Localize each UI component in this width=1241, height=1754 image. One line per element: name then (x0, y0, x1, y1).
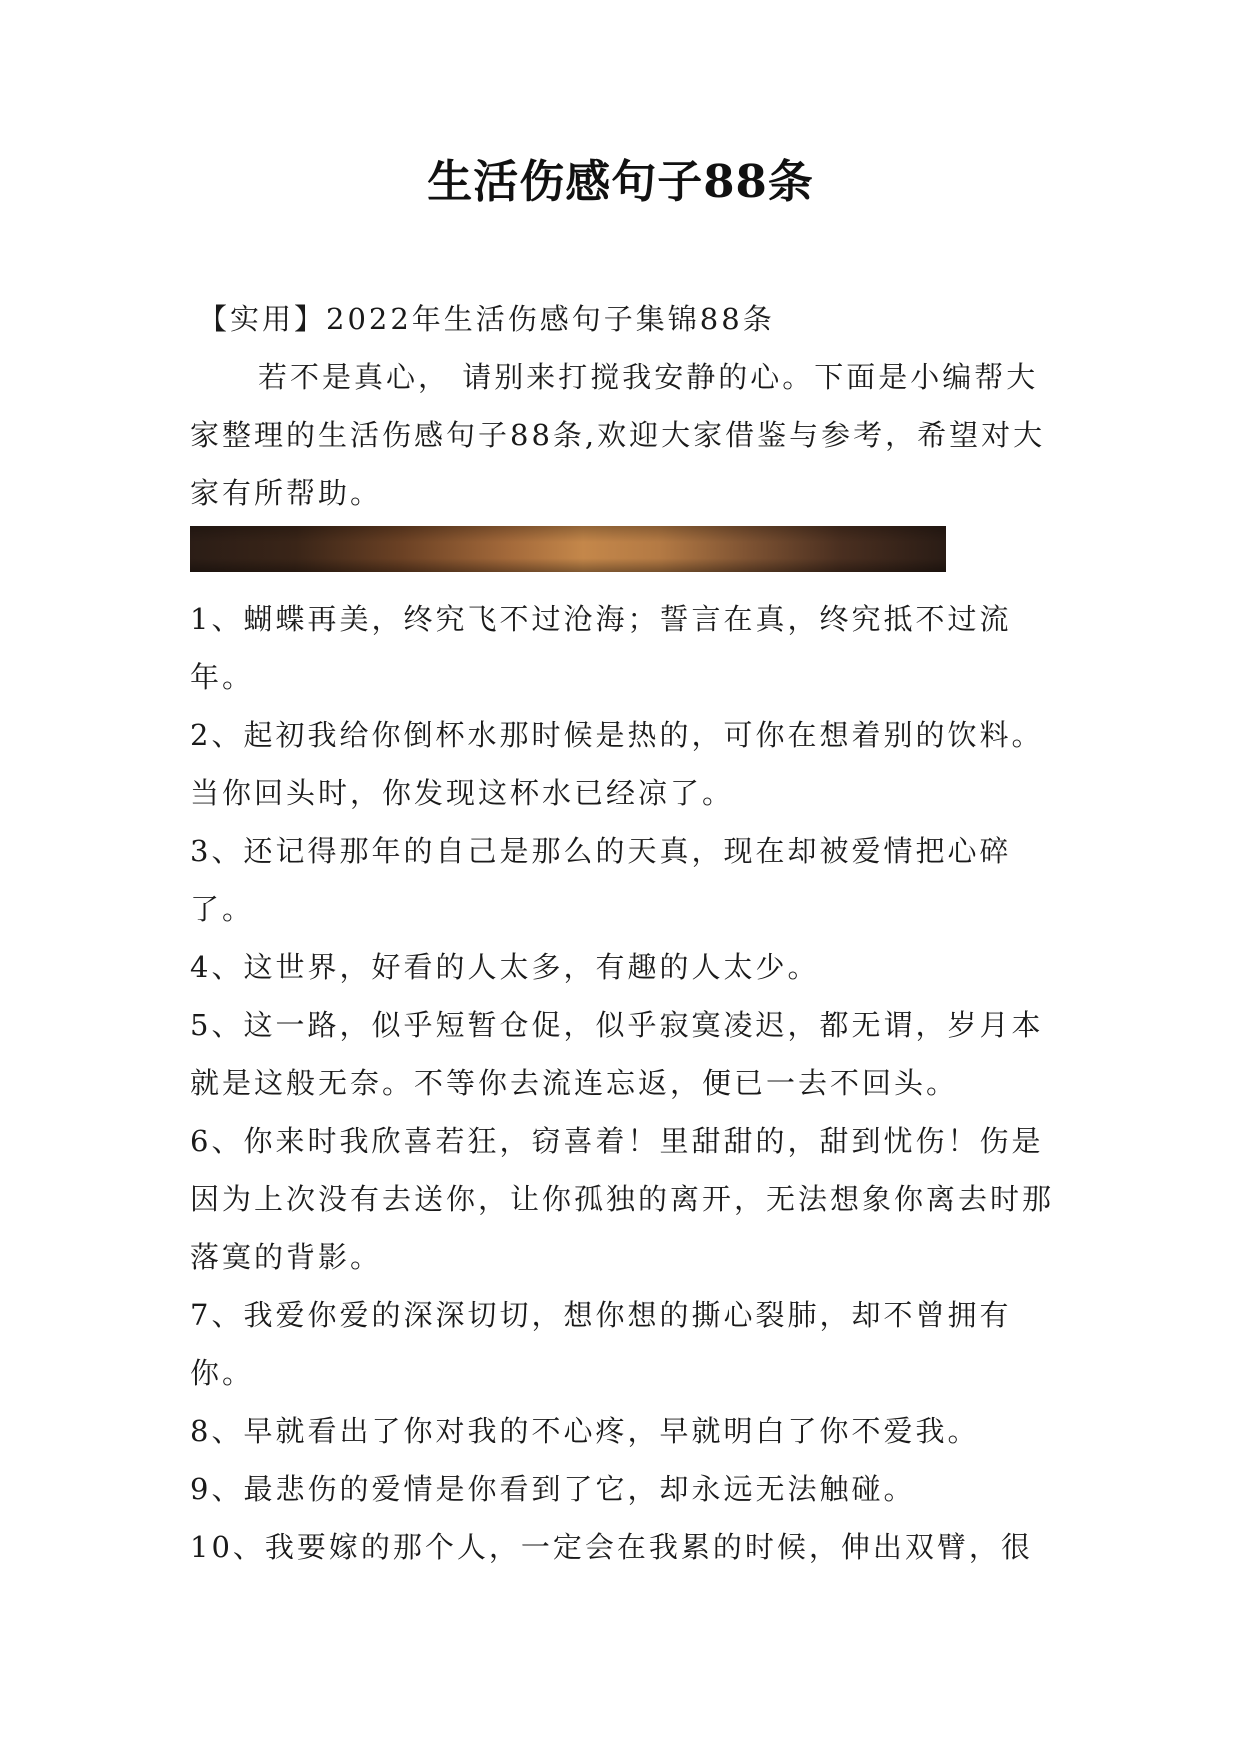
list-item: 9、最悲伤的爱情是你看到了它，却永远无法触碰。 (190, 1472, 916, 1506)
list-item: 4、这世界，好看的人太多，有趣的人太少。 (190, 950, 820, 984)
document-body (190, 290, 1070, 1576)
list-item: 10、我要嫁的那个人，一定会在我累的时候，伸出双臂，很 (190, 1530, 1033, 1564)
list-item: 6、你来时我欣喜若狂，窃喜着！里甜甜的，甜到忧伤！伤是因为上次没有去送你，让你孤独的离开，无法想象你离去时那落寞的背影。 (190, 1124, 1055, 1274)
list-item: 2、起初我给你倒杯水那时候是热的，可你在想着别的饮料。当你回头时，你发现这杯水已经凉了。 (190, 718, 1044, 810)
list-item: 7、我爱你爱的深深切切，想你想的撕心裂肺，却不曾拥有你。 (190, 1298, 1012, 1390)
list-item: 8、早就看出了你对我的不心疼，早就明白了你不爱我。 (190, 1414, 980, 1448)
list-item: 1、蝴蝶再美，终究飞不过沧海；誓言在真，终究抵不过流年。 (190, 602, 1012, 694)
list-item: 5、这一路，似乎短暂仓促，似乎寂寞凌迟，都无谓，岁月本就是这般无奈。不等你去流连忘返，便已一去不回头。 (190, 1008, 1044, 1100)
list-item: 3、还记得那年的自己是那么的天真，现在却被爱情把心碎了。 (190, 834, 1012, 926)
document-subtitle: 【实用】2022年生活伤感句子集锦88条 (198, 302, 775, 336)
document-title: 生活伤感句子88条 (427, 155, 814, 208)
intro-paragraph: 若不是真心， 请别来打搅我安静的心。下面是小编帮大家整理的生活伤感句子88条,欢迎大家借鉴与参考，希望对大家有所帮助。 (190, 360, 1046, 510)
banner-image (190, 526, 946, 572)
